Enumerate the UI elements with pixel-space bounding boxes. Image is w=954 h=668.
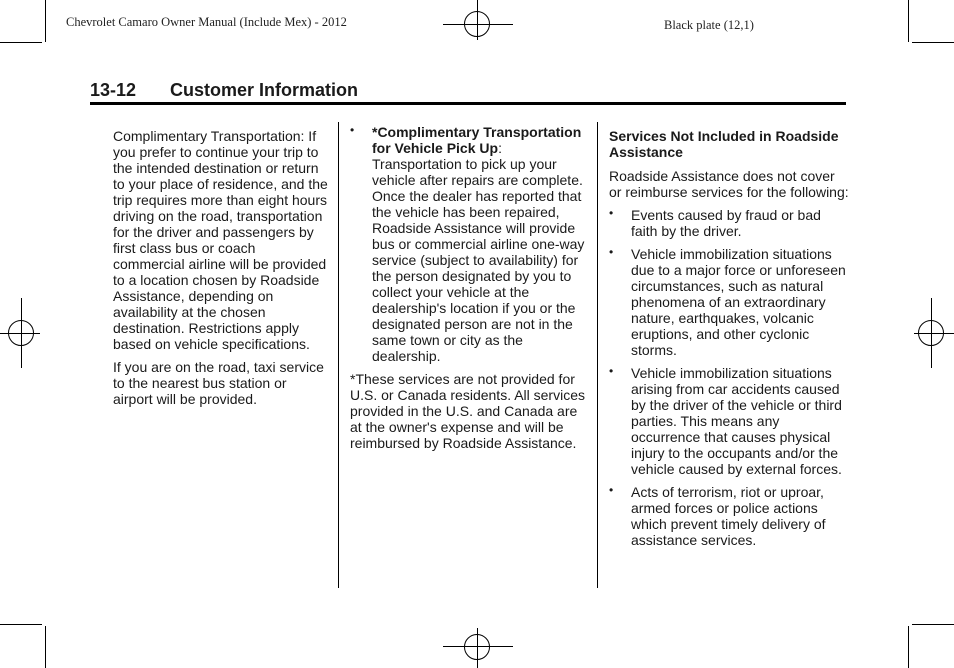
section-header bbox=[90, 79, 846, 105]
section-title: Customer Information bbox=[170, 80, 359, 100]
section-number: 13-12 bbox=[90, 80, 137, 100]
crop-mark-br-v bbox=[908, 626, 909, 668]
bullet-icon: • bbox=[609, 206, 614, 220]
paragraph-complimentary-transportation: Complimentary Transportation: If you prefer to continue your trip to the intended destination or return to your place of residence, and the trip requires more than eight hours driving on the road, transportation for the driver and passengers by first class bus or coach commercial airline will be provided to a location chosen by Roadside Assistance, depending on availability at the chosen destination. Restrictions apply based on vehicle specifications. bbox=[113, 128, 328, 352]
column-3 bbox=[609, 128, 849, 555]
bullet-text: : Transportation to pick up your vehicle after repairs are complete. Once the dealer has reported that the vehicle has been repaired, Roadside Assistance will provide bus or commercial airline one-way service (subject to availability) for the person designated by you to collect your vehicle at the dealership's location if you or the designated person are not in the same town or city as the dealership. bbox=[372, 140, 585, 364]
crop-mark-tr-v bbox=[908, 0, 909, 42]
list-item-text: Vehicle immobilization situations arising from car accidents caused by the driver of the vehicle or third parties. This means any occurrence that causes physical injury to the occupants and/or the vehicle caused by external forces. bbox=[631, 365, 842, 477]
column-divider-1 bbox=[338, 122, 339, 588]
crop-mark-bl-v bbox=[45, 626, 46, 668]
list-item-text: Vehicle immobilization situations due to a major force or unforeseen circumstances, such as natural phenomena of an extraordinary nature, earthquakes, volcanic eruptions, and other cyclonic storms. bbox=[631, 246, 846, 358]
plate-label: Black plate (12,1) bbox=[664, 18, 754, 32]
list-item-text: Acts of terrorism, riot or uproar, armed forces or police actions which prevent timely delivery of assistance services. bbox=[631, 484, 826, 548]
list-item bbox=[609, 365, 849, 477]
manual-title: Chevrolet Camaro Owner Manual (Include Mex) - 2012 bbox=[66, 15, 347, 29]
column-1 bbox=[113, 128, 328, 414]
column-2 bbox=[350, 124, 588, 458]
crop-mark-tr-h bbox=[912, 42, 954, 43]
bullet-icon: • bbox=[609, 483, 614, 497]
list-item bbox=[609, 207, 849, 239]
crop-mark-bl-h bbox=[0, 624, 42, 625]
note-paragraph: *These services are not provided for U.S. or Canada residents. All services provided in the U.S. and Canada are at the owner's expense and will be reimbursed by Roadside Assistance. bbox=[350, 371, 585, 451]
subsection-heading: Services Not Included in Roadside Assistance bbox=[609, 128, 839, 160]
list-item bbox=[609, 484, 849, 548]
list-item bbox=[350, 124, 588, 364]
bullet-icon: • bbox=[350, 123, 355, 137]
crop-mark-tl-h bbox=[0, 42, 42, 43]
bullet-icon: • bbox=[609, 245, 614, 259]
list-item bbox=[609, 246, 849, 358]
column-divider-2 bbox=[597, 122, 598, 588]
bullet-icon: • bbox=[609, 364, 614, 378]
list-item-text: Events caused by fraud or bad faith by the driver. bbox=[631, 207, 821, 239]
paragraph-taxi-service: If you are on the road, taxi service to the nearest bus station or airport will be provided. bbox=[113, 359, 324, 407]
bullet-heading: *Complimentary Transportation for Vehicle Pick Up bbox=[372, 124, 582, 156]
crop-mark-br-h bbox=[912, 624, 954, 625]
intro-paragraph: Roadside Assistance does not cover or reimburse services for the following: bbox=[609, 168, 849, 200]
crop-mark-tl-v bbox=[45, 0, 46, 42]
